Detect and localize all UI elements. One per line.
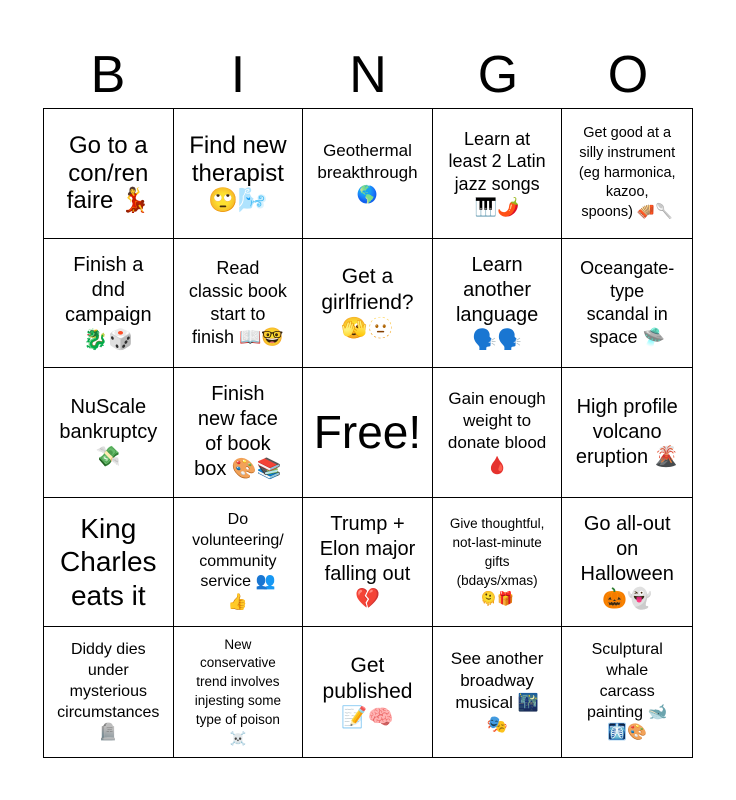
free-space-text: Free! [313, 406, 422, 459]
bingo-cell[interactable] [303, 627, 433, 757]
bingo-cell[interactable] [174, 498, 304, 628]
cell-text: Diddy dies under mysterious circumstances 🪦 [57, 641, 160, 742]
bingo-cell[interactable] [44, 109, 174, 239]
cell-text: New conservative trend involves injesting some type of poison ☠️ [194, 636, 282, 746]
cell-text: Go to a con/ren faire 💃 [66, 131, 150, 215]
cell-text: Get published 📝🧠 [322, 653, 413, 730]
cell-text: Trump + Elon major falling out 💔 [319, 513, 416, 611]
header-letter-n: N [349, 46, 387, 104]
cell-text: High profile volcano eruption 🌋 [575, 395, 679, 468]
bingo-cell[interactable] [303, 498, 433, 628]
header-letter-g: G [477, 46, 519, 104]
bingo-cell[interactable] [174, 109, 304, 239]
bingo-cell[interactable] [562, 368, 692, 498]
header-letter-b: B [90, 46, 126, 104]
cell-text: Learn another language 🗣️🗣️ [455, 253, 539, 351]
cell-text: Get good at a silly instrument (eg harmonica, kazoo, spoons) 🪗🥄 [578, 125, 676, 220]
cell-text: Gain enough weight to donate blood 🩸 [447, 389, 547, 475]
header-letter-i: I [230, 46, 246, 104]
bingo-cell[interactable] [44, 627, 174, 757]
bingo-cell[interactable] [562, 239, 692, 369]
bingo-cell[interactable] [562, 498, 692, 628]
bingo-cell[interactable] [433, 627, 563, 757]
bingo-cell[interactable] [44, 498, 174, 628]
cell-text: Learn at least 2 Latin jazz songs 🎹🌶️ [448, 128, 546, 218]
bingo-cell[interactable] [303, 109, 433, 239]
bingo-cell[interactable] [174, 627, 304, 757]
free-space-cell[interactable] [303, 368, 433, 498]
bingo-header [43, 42, 693, 108]
bingo-cell[interactable] [174, 368, 304, 498]
cell-text: Finish a dnd campaign 🐉🎲 [64, 253, 152, 351]
bingo-cell[interactable] [433, 498, 563, 628]
cell-text: Read classic book start to finish 📖🤓 [188, 258, 287, 347]
bingo-board [43, 108, 693, 758]
bingo-cell[interactable] [562, 109, 692, 239]
bingo-cell[interactable] [433, 368, 563, 498]
cell-text: Finish new face of book box 🎨📚 [194, 383, 282, 481]
bingo-cell[interactable] [303, 239, 433, 369]
cell-text: King Charles eats it [60, 512, 157, 611]
cell-text: Go all-out on Halloween 🎃👻 [580, 513, 674, 611]
bingo-cell[interactable] [44, 368, 174, 498]
bingo-cell[interactable] [174, 239, 304, 369]
cell-text: Get a girlfriend? 🫣🫥 [321, 264, 414, 341]
cell-text: Give thoughtful, not-last-minute gifts (bdays/xmas) 🫠🎁 [449, 515, 545, 607]
cell-text: Do volunteering/ community service 👥 👍 [192, 511, 284, 612]
cell-text: Find new therapist 🙄🌬️ [189, 131, 287, 215]
cell-text: See another broadway musical 🌃 🎭 [450, 649, 544, 735]
cell-text: Geothermal breakthrough 🌎 [317, 141, 418, 205]
bingo-cell[interactable] [562, 627, 692, 757]
bingo-cell[interactable] [44, 239, 174, 369]
cell-text: Oceangate- type scandal in space 🛸 [580, 258, 675, 347]
cell-text: Sculptural whale carcass painting 🐋 🩻🎨 [586, 641, 668, 742]
bingo-cell[interactable] [433, 239, 563, 369]
bingo-cell[interactable] [433, 109, 563, 239]
header-letter-o: O [607, 46, 649, 104]
cell-text: NuScale bankruptcy 💸 [59, 395, 158, 468]
